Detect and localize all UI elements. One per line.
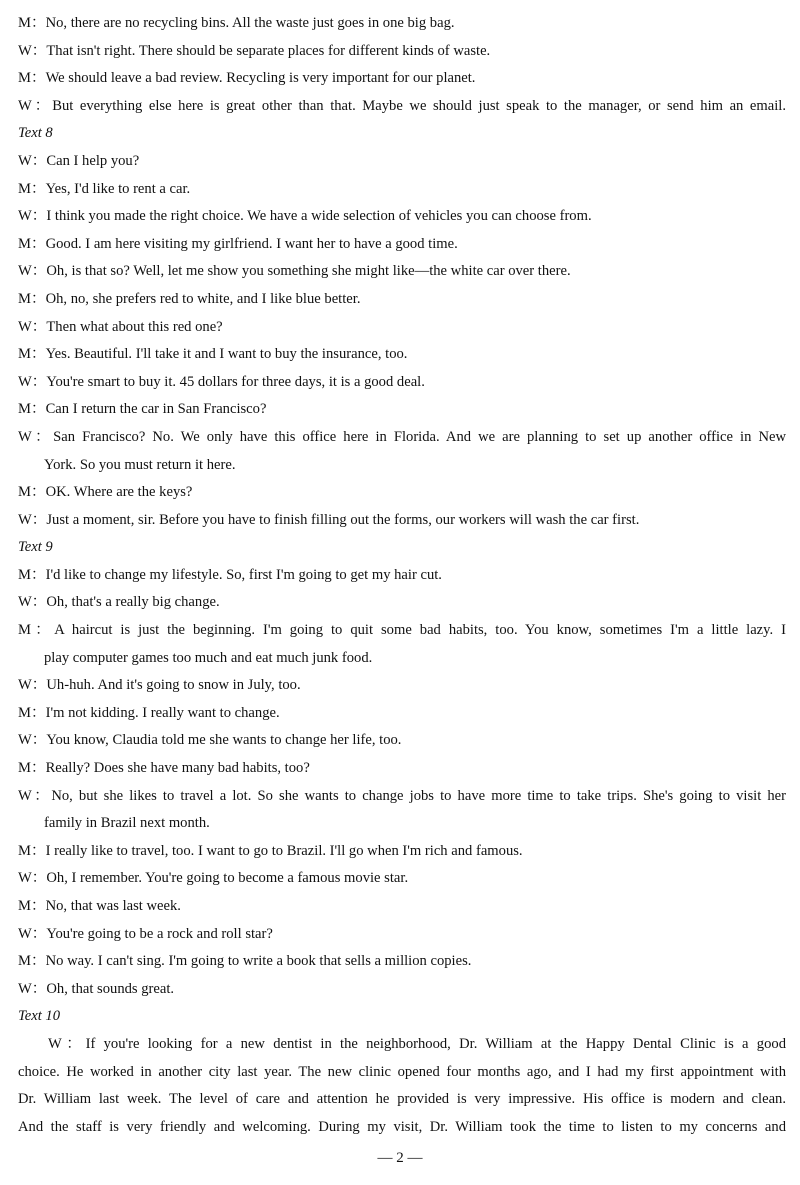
dialogue-line — [18, 258, 786, 286]
dialogue-text: Yes. Beautiful. I'll take it and I want to buy the insurance, too. — [45, 346, 408, 363]
dialogue-text: No, but she likes to travel a lot. So she wants to change jobs to have more time to take trips. She's going to visit her — [51, 787, 786, 804]
dialogue-line — [18, 617, 786, 645]
dialogue-line — [18, 783, 786, 811]
dialogue-text: Good. I am here visiting my girlfriend. I want her to have a good time. — [45, 235, 458, 252]
dialogue-line — [18, 314, 786, 342]
speaker-label: W： — [18, 152, 47, 169]
speaker-label: W： — [18, 97, 53, 114]
speaker-label: W： — [18, 373, 47, 390]
speaker-label: M： — [18, 346, 46, 363]
dialogue-line — [18, 948, 786, 976]
speaker-label: M： — [18, 235, 46, 252]
speaker-label: W： — [18, 732, 47, 749]
dialogue-text: Can I help you? — [46, 152, 140, 169]
speaker-label: W： — [18, 787, 52, 804]
section-heading: Text 8 — [18, 125, 53, 142]
dialogue-text: Really? Does she have many bad habits, too? — [45, 760, 310, 777]
speaker-label: W： — [18, 980, 47, 997]
dialogue-line — [18, 589, 786, 617]
dialogue-text: You're smart to buy it. 45 dollars for three days, it is a good deal. — [46, 373, 425, 390]
dialogue-text: Oh, no, she prefers red to white, and I like blue better. — [45, 290, 361, 307]
dialogue-line — [18, 893, 786, 921]
dialogue-text: Can I return the car in San Francisco? — [45, 401, 267, 418]
speaker-label: W： — [18, 677, 47, 694]
speaker-label: M： — [18, 70, 46, 87]
dialogue-text: No way. I can't sing. I'm going to write a book that sells a million copies. — [45, 953, 472, 970]
paragraph-line: choice. He worked in another city last year. The new clinic opened four months ago, and I had my first appointment with — [18, 1063, 786, 1080]
dialogue-text: Oh, that's a really big change. — [46, 594, 220, 611]
dialogue-line — [18, 727, 786, 755]
dialogue-text: Oh, I remember. You're going to become a famous movie star. — [46, 870, 409, 887]
speaker-label: M： — [18, 484, 46, 501]
dialogue-line — [18, 424, 786, 452]
speaker-label: W： — [18, 318, 47, 335]
dialogue-text: Uh-huh. And it's going to snow in July, too. — [46, 677, 301, 694]
dialogue-line — [18, 700, 786, 728]
dialogue-text: You're going to be a rock and roll star? — [46, 925, 273, 942]
dialogue-text: San Francisco? No. We only have this office here in Florida. And we are planning to set up another office in New — [53, 428, 786, 445]
speaker-label: M： — [18, 180, 46, 197]
speaker-label: W： — [18, 208, 47, 225]
speaker-label: M： — [18, 401, 46, 418]
dialogue-text: A haircut is just the beginning. I'm going to quit some bad habits, too. You know, sometimes I'm a little lazy. I — [54, 622, 786, 639]
dialogue-text: Then what about this red one? — [46, 318, 223, 335]
dialogue-line — [18, 562, 786, 590]
section-heading: Text 10 — [18, 1008, 61, 1025]
speaker-label: W： — [18, 594, 47, 611]
dialogue-text: I think you made the right choice. We have a wide selection of vehicles you can choose from. — [46, 208, 592, 225]
dialogue-line — [18, 976, 786, 1004]
dialogue-text: But everything else here is great other than that. Maybe we should just speak to the manager, or send him an email. — [52, 97, 786, 114]
speaker-label: W： — [18, 428, 54, 445]
dialogue-line — [18, 65, 786, 93]
dialogue-line — [18, 921, 786, 949]
dialogue-line — [18, 865, 786, 893]
speaker-label: M： — [18, 622, 55, 639]
dialogue-text: Just a moment, sir. Before you have to finish filling out the forms, our workers will wash the car first. — [46, 511, 640, 528]
speaker-label: W： — [18, 42, 47, 59]
dialogue-line — [18, 396, 786, 424]
speaker-label: M： — [18, 953, 46, 970]
speaker-label: M： — [18, 290, 46, 307]
dialogue-text: We should leave a bad review. Recycling is very important for our planet. — [45, 70, 476, 87]
dialogue-text: I'm not kidding. I really want to change. — [45, 704, 280, 721]
speaker-label: W： — [18, 263, 47, 280]
speaker-label: W： — [18, 925, 47, 942]
dialogue-line — [18, 176, 786, 204]
dialogue-line — [18, 479, 786, 507]
section-heading: Text 9 — [18, 539, 53, 556]
speaker-label: M： — [18, 566, 46, 583]
paragraph-line: Dr. William last week. The level of care and attention he provided is very impressive. His office is modern and clean. — [18, 1091, 786, 1108]
dialogue-line — [18, 286, 786, 314]
speaker-label: M： — [18, 842, 46, 859]
transcript-body — [18, 10, 786, 1141]
dialogue-continuation: York. So you must return it here. — [44, 456, 236, 473]
dialogue-text: No, there are no recycling bins. All the waste just goes in one big bag. — [45, 15, 455, 31]
dialogue-text: I really like to travel, too. I want to go to Brazil. I'll go when I'm rich and famous. — [45, 842, 523, 859]
dialogue-line — [18, 93, 786, 121]
paragraph-line: W：If you're looking for a new dentist in the neighborhood, Dr. William at the Happy Dental Clinic is a good — [48, 1035, 786, 1052]
paragraph-line: And the staff is very friendly and welcoming. During my visit, Dr. William took the time to listen to my concerns and — [18, 1118, 786, 1135]
dialogue-continuation: family in Brazil next month. — [44, 815, 210, 832]
dialogue-text: No, that was last week. — [45, 898, 181, 914]
speaker-label: M： — [18, 898, 46, 914]
dialogue-text: OK. Where are the keys? — [45, 484, 193, 501]
dialogue-text: Yes, I'd like to rent a car. — [45, 180, 191, 197]
dialogue-line — [18, 369, 786, 397]
dialogue-continuation: play computer games too much and eat much junk food. — [44, 649, 373, 666]
dialogue-text: I'd like to change my lifestyle. So, first I'm going to get my hair cut. — [45, 566, 442, 583]
dialogue-text: That isn't right. There should be separate places for different kinds of waste. — [46, 42, 491, 59]
dialogue-line — [18, 10, 786, 38]
dialogue-text: Oh, is that so? Well, let me show you something she might like—the white car over there. — [46, 263, 571, 280]
dialogue-line — [18, 148, 786, 176]
speaker-label: M： — [18, 15, 46, 31]
speaker-label: M： — [18, 704, 46, 721]
speaker-label: W： — [18, 870, 47, 887]
dialogue-text: Oh, that sounds great. — [46, 980, 175, 997]
speaker-label: W： — [18, 511, 47, 528]
speaker-label: M： — [18, 760, 46, 777]
dialogue-line — [18, 203, 786, 231]
dialogue-text: You know, Claudia told me she wants to change her life, too. — [46, 732, 402, 749]
dialogue-line — [18, 838, 786, 866]
dialogue-line — [18, 38, 786, 66]
dialogue-line — [18, 672, 786, 700]
dialogue-line — [18, 507, 786, 535]
dialogue-line — [18, 341, 786, 369]
page-number: — 2 — — [377, 1150, 423, 1166]
dialogue-line — [18, 231, 786, 259]
dialogue-line — [18, 755, 786, 783]
